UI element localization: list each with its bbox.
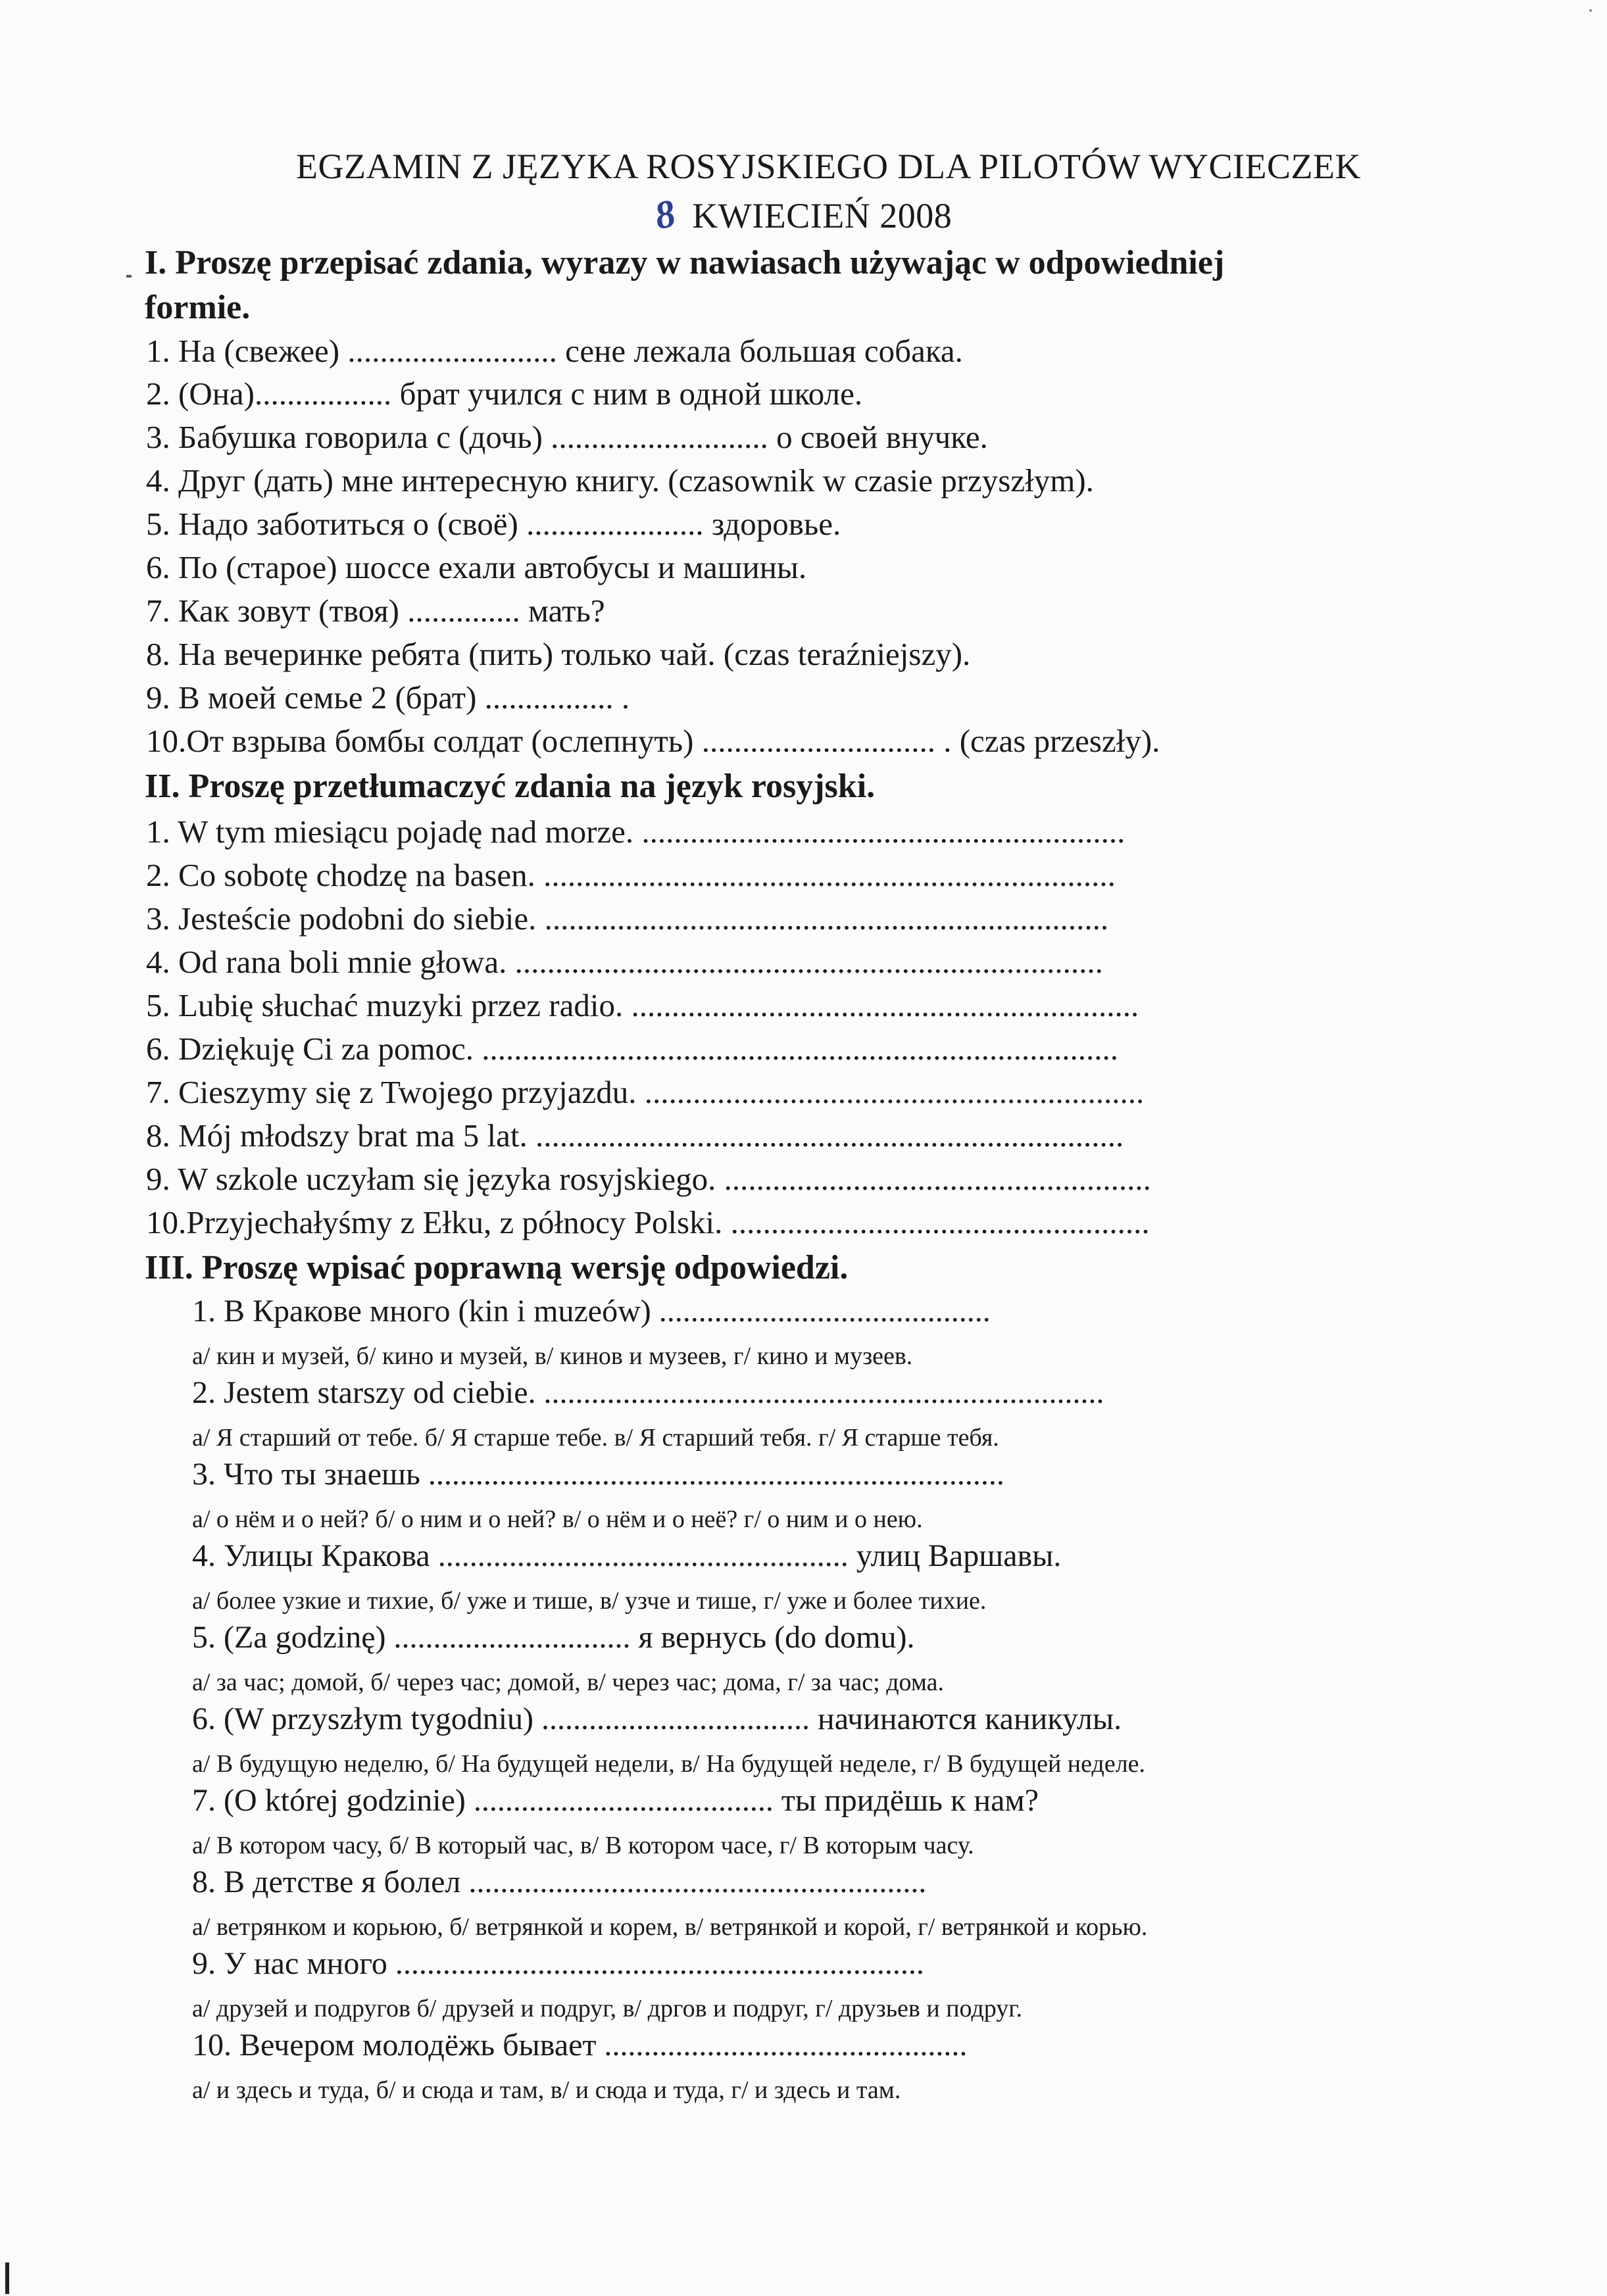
s1-item-1: 1. На (свежее) .......................... сене лежала большая собака.	[146, 333, 963, 369]
s3-question-10: 10. Вечером молодёжь бывает ..............................................	[192, 2028, 968, 2063]
exam-title: EGZAMIN Z JĘZYKA ROSYJSKIEGO DLA PILOTÓW WYCIECZEK	[296, 147, 1361, 186]
s1-item-4: 4. Друг (дать) мне интересную книгу. (czasownik w czasie przyszłym).	[146, 462, 1094, 499]
s3-options-4: а/ более узкие и тихие, б/ уже и тише, в/ узче и тише, г/ уже и более тихие.	[192, 1587, 987, 1615]
s2-item-2: 2. Co sobotę chodzę na basen. .......................................................................	[146, 857, 1116, 893]
s2-item-3: 3. Jesteście podobni do siebie. ......................................................................	[146, 900, 1109, 937]
s3-options-8: а/ ветрянком и корьюю, б/ ветрянкой и корем, в/ ветрянкой и корой, г/ ветрянкой и корью.	[192, 1913, 1148, 1941]
s2-item-9: 9. W szkole uczyłam się języka rosyjskiego. .....................................................	[146, 1161, 1151, 1197]
section1-heading: I. Proszę przepisać zdania, wyrazy w nawiasach używając w odpowiedniej	[145, 244, 1225, 281]
s3-question-4: 4. Улицы Кракова .................................................... улиц Варшавы.	[192, 1538, 1062, 1573]
exam-date: KWIECIEŃ 2008	[692, 196, 952, 235]
s2-item-6: 6. Dziękuję Ci za pomoc. ...............................................................................	[146, 1031, 1119, 1067]
s2-item-10: 10.Przyjechałyśmy z Ełku, z północy Polski. ....................................................	[146, 1204, 1150, 1240]
s3-options-10: а/ и здесь и туда, б/ и сюда и там, в/ и сюда и туда, г/ и здесь и там.	[192, 2076, 901, 2104]
s3-options-2: а/ Я старший от тебе. б/ Я старше тебе. в/ Я старший тебя. г/ Я старше тебя.	[192, 1424, 999, 1452]
s3-question-8: 8. В детстве я болел ..........................................................	[192, 1865, 927, 1899]
s3-question-7: 7. (O której godzinie) ...................................... ты придёшь к нам?	[192, 1783, 1039, 1818]
s3-options-6: а/ В будущую неделю, б/ На будущей недели, в/ На будущей неделе, г/ В будущей неделе.	[192, 1750, 1146, 1778]
s2-item-1: 1. W tym miesiącu pojadę nad morze. ............................................................	[146, 814, 1125, 850]
s3-question-3: 3. Что ты знаешь .........................................................................	[192, 1457, 1004, 1492]
s1-item-9: 9. В моей семье 2 (брат) ................ .	[146, 679, 630, 716]
section1-heading-cont: formie.	[145, 289, 251, 326]
s1-item-7: 7. Как зовут (твоя) .............. мать?	[146, 593, 605, 629]
s3-options-7: а/ В котором часу, б/ В который час, в/ В котором часе, г/ В которым часу.	[192, 1832, 974, 1859]
s1-item-3: 3. Бабушка говорила с (дочь) ........................... о своей внучке.	[146, 419, 988, 455]
s3-question-9: 9. У нас много ...................................................................	[192, 1946, 924, 1981]
scan-edge-mark	[5, 2262, 9, 2294]
s2-item-5: 5. Lubię słuchać muzyki przez radio. ...............................................................	[146, 987, 1139, 1023]
s2-item-8: 8. Mój młodszy brat ma 5 lat. .........................................................................	[146, 1117, 1124, 1154]
scan-mark	[126, 275, 132, 278]
s1-item-6: 6. По (старое) шоссе ехали автобусы и машины.	[146, 549, 807, 585]
s3-options-1: а/ кин и музей, б/ кино и музей, в/ кинов и музеев, г/ кино и музеев.	[192, 1342, 913, 1370]
s3-options-3: а/ о нём и о ней? б/ о ним и о ней? в/ о нём и о неё? г/ о ним и о нею.	[192, 1505, 923, 1533]
s3-options-5: а/ за час; домой, б/ через час; домой, в/ через час; дома, г/ за час; дома.	[192, 1669, 944, 1696]
s2-item-4: 4. Od rana boli mnie głowa. .........................................................................	[146, 944, 1103, 980]
s1-item-10: 10.От взрыва бомбы солдат (ослепнуть) ............................. . (czas przeszły).	[146, 723, 1160, 759]
version-mark: 8	[651, 191, 680, 238]
s1-item-5: 5. Надо заботиться о (своё) ...................... здоровье.	[146, 506, 841, 542]
s3-question-6: 6. (W przyszłym tygodniu) .................................. начинаются каникулы.	[192, 1701, 1122, 1736]
section3-heading: III. Proszę wpisać poprawną wersję odpowiedzi.	[145, 1249, 849, 1286]
section2-heading: II. Proszę przetłumaczyć zdania na język rosyjski.	[145, 768, 876, 805]
s3-options-9: а/ друзей и подругов б/ друзей и подруг, в/ дргов и подруг, г/ друзьев и подруг.	[192, 1995, 1023, 2022]
s1-item-8: 8. На вечеринке ребята (пить) только чай. (czas teraźniejszy).	[146, 636, 971, 672]
s2-item-7: 7. Cieszymy się z Twojego przyjazdu. ..............................................................	[146, 1074, 1145, 1110]
s3-question-5: 5. (Za godzinę) .............................. я вернусь (do domu).	[192, 1620, 915, 1655]
scan-speck	[1589, 9, 1592, 12]
s3-question-1: 1. В Кракове много (kin i muzeów) ..........................................	[192, 1294, 991, 1329]
s1-item-2: 2. (Она)................. брат учился с ним в одной школе.	[146, 376, 863, 412]
exam-date-line	[0, 192, 1607, 237]
s3-question-2: 2. Jestem starszy od ciebie. .......................................................................	[192, 1375, 1104, 1410]
